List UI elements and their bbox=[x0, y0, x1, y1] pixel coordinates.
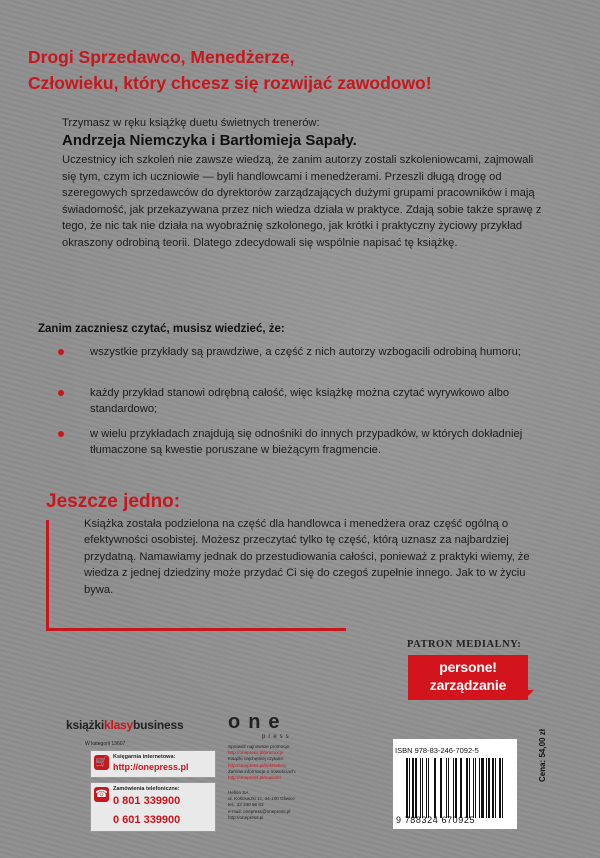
barcode-bars-icon bbox=[406, 758, 506, 818]
fine-line: http://onepress.pl bbox=[228, 814, 264, 820]
barcode-bar bbox=[446, 758, 448, 818]
fine-line: Helion SA bbox=[228, 790, 249, 795]
persone-logo bbox=[408, 655, 528, 700]
list-item bbox=[62, 426, 532, 459]
list-item-text: każdy przykład stanowi odrębną całość, więc książkę można czytać wyrywkowo albo standardowo; bbox=[90, 387, 510, 416]
barcode-bar bbox=[434, 758, 435, 818]
section-paragraph: Książka została podzielona na część dla handlowca i menedżera oraz część ogólną o efektywności osobistej. Możesz przeczytać tylko tę część, którą uznasz za najbardziej przydatną. Namawiamy jednak do przestudiowania całości, ponieważ z praktyki wiemy, że wiedza z jednej dziedziny może przydać Ci się do czegoś zupełnie innego. Jak to w życiu bywa. bbox=[84, 518, 530, 596]
persone-logo-line-2: zarządzanie bbox=[429, 677, 507, 693]
persone-logo-line-1: persone! bbox=[439, 659, 497, 675]
fine-link[interactable]: http://onepress.pl/promocje bbox=[228, 750, 284, 756]
barcode-bar bbox=[481, 758, 483, 818]
phone-box bbox=[90, 782, 216, 832]
barcode-bar bbox=[448, 758, 449, 818]
section-rule-vertical bbox=[46, 520, 49, 630]
shop-label: Księgarnia internetowa: bbox=[113, 754, 176, 760]
list-item-text: wszystkie przykłady są prawdziwe, a część z nich autorzy wzbogacili odrobiną humoru; bbox=[90, 346, 521, 358]
barcode-bar bbox=[409, 758, 410, 818]
barcode-bar bbox=[499, 758, 501, 818]
section-title: Jeszcze jedno: bbox=[46, 491, 181, 512]
shop-url-link[interactable]: http://onepress.pl bbox=[113, 762, 189, 772]
price-label: Cena: 54,00 zł bbox=[538, 729, 547, 782]
barcode-bar bbox=[460, 758, 461, 818]
list-heading: Zanim zaczniesz czytać, musisz wiedzieć, że: bbox=[38, 323, 285, 335]
barcode-bar bbox=[415, 758, 417, 818]
barcode-bar bbox=[504, 758, 506, 818]
barcode-bar bbox=[469, 758, 470, 818]
barcode-bar bbox=[441, 758, 442, 818]
headline bbox=[28, 44, 588, 96]
isbn-text: ISBN 978-83-246-7092-5 bbox=[395, 746, 479, 755]
patron-label: PATRON MEDIALNY: bbox=[407, 639, 522, 650]
intro-lead: Trzymasz w ręku książkę duetu świetnych trenerów: bbox=[62, 117, 320, 129]
imprint-logo: one bbox=[228, 711, 288, 733]
barcode-bar bbox=[450, 758, 452, 818]
shop-box bbox=[90, 750, 216, 778]
fine-link[interactable]: http://onepress.pl/bestsellery bbox=[228, 762, 287, 768]
fine-line: Sprawdź najnowsze promocje: bbox=[228, 744, 291, 749]
barcode-bar bbox=[437, 758, 439, 818]
barcode-bar bbox=[466, 758, 468, 818]
barcode-bar bbox=[455, 758, 457, 818]
barcode-bar bbox=[410, 758, 411, 818]
barcode-bar bbox=[428, 758, 429, 818]
phone-number-2: 0 601 339900 bbox=[113, 814, 181, 826]
bullet-dot-icon bbox=[58, 390, 64, 396]
barcode-bar bbox=[471, 758, 473, 818]
barcode-bar bbox=[422, 758, 423, 818]
bullet-dot-icon bbox=[58, 431, 64, 437]
barcode-bar bbox=[430, 758, 432, 818]
barcode-bar bbox=[477, 758, 479, 818]
barcode-bar bbox=[491, 758, 492, 818]
phone-number-1: 0 801 339900 bbox=[113, 795, 181, 807]
fine-link[interactable]: http://onepress.pl/nowosci bbox=[228, 775, 282, 781]
barcode-bar bbox=[475, 758, 476, 818]
barcode-bar bbox=[463, 758, 465, 818]
barcode-bar bbox=[420, 758, 421, 818]
list-item bbox=[62, 344, 532, 360]
section-rule-horizontal bbox=[46, 628, 346, 631]
address-fine-print bbox=[228, 790, 338, 821]
fine-line: tel.: 32 230 98 63 bbox=[228, 802, 264, 808]
phone-label: Zamówienia telefoniczne: bbox=[113, 786, 180, 792]
barcode-bar bbox=[412, 758, 414, 818]
barcode-bar bbox=[435, 758, 436, 818]
intro-paragraph: Uczestnicy ich szkoleń nie zawsze wiedzą, że zanim autorzy zostali szkoleniowcami, zajmowali się tym, czym ich uczniowie — byli handlowcami i menedżerami. Przeszli długą drogę od szeregowych sprzedawców do dyrektorów zarządzających dużymi grupami pracowników i mają świadomość, jak przekazywana przez nich wiedza działa w praktyce. Zdają sobie także sprawę z tego, że nic tak nie działa na wyobraźnię szkolonego, jak krótki i praktyczny życiowy przykład okraszony odrobiną teorii. Dlatego zdecydowali się wspólnie napisać tę książkę. bbox=[62, 154, 542, 249]
barcode-bar bbox=[485, 758, 486, 818]
fine-line: ul. Kościuszki 1c, 44-100 Gliwice bbox=[228, 796, 295, 802]
barcode-bar bbox=[458, 758, 459, 818]
headline-line-2: Człowieku, który chcesz się rozwijać zawodowo! bbox=[28, 73, 432, 93]
barcode-bar bbox=[492, 758, 494, 818]
list-item bbox=[62, 385, 532, 418]
barcode-bar bbox=[497, 758, 498, 818]
series-logo bbox=[66, 718, 183, 732]
promo-fine-print bbox=[228, 744, 338, 781]
series-logo-part-3: business bbox=[133, 718, 184, 732]
imprint-sub: press bbox=[262, 734, 292, 740]
barcode-bar bbox=[440, 758, 441, 818]
bullet-dot-icon bbox=[58, 349, 64, 355]
authors-names: Andrzeja Niemczyka i Bartłomieja Sapały. bbox=[62, 132, 357, 149]
barcode-bar bbox=[473, 758, 474, 818]
fine-line: e-mail: onepress@onepress.pl bbox=[228, 808, 291, 814]
cart-icon: 🛒 bbox=[95, 757, 108, 768]
category-note: W kategorii 13607 bbox=[85, 741, 126, 747]
phone-icon: ☎ bbox=[95, 789, 108, 800]
barcode-bar bbox=[486, 758, 487, 818]
barcode-digits: 9 788324 670925 bbox=[396, 815, 476, 825]
series-logo-part-2: klasy bbox=[103, 718, 133, 732]
fine-line: Zamów informacje o nowościach: bbox=[228, 768, 296, 774]
barcode-bar bbox=[461, 758, 462, 818]
barcode-bar bbox=[479, 758, 480, 818]
barcode-bar bbox=[495, 758, 496, 818]
headline-line-1: Drogi Sprzedawco, Menedżerze, bbox=[28, 47, 295, 67]
fine-line: Książki najchętniej czytane: bbox=[228, 756, 285, 762]
barcode-bar bbox=[406, 758, 408, 818]
barcode-bar bbox=[426, 758, 428, 818]
barcode-bar bbox=[502, 758, 503, 818]
list-item-text: w wielu przykładach znajdują się odnośniki do innych przypadków, w których dokładniej tłumaczone są kwestie poruszane w bieżącym fragmencie. bbox=[90, 428, 523, 457]
barcode-bar bbox=[443, 758, 445, 818]
barcode-bar bbox=[453, 758, 454, 818]
barcode-bar bbox=[488, 758, 490, 818]
persone-logo-corner bbox=[524, 690, 534, 700]
barcode-bar bbox=[423, 758, 425, 818]
series-logo-part-1: książki bbox=[66, 718, 104, 732]
barcode-bar bbox=[418, 758, 419, 818]
